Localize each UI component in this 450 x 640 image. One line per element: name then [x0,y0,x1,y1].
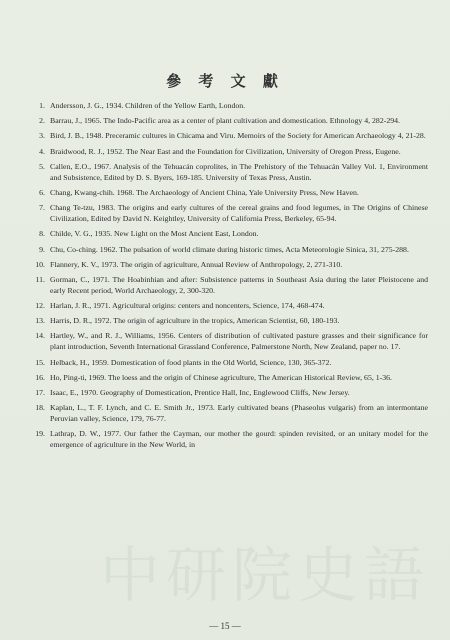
reference-item [30,402,428,424]
reference-number: 5. [39,161,45,171]
reference-item [30,259,428,270]
reference-item [30,187,428,198]
reference-item [30,300,428,311]
reference-number: 1. [39,101,45,110]
reference-item [30,357,428,368]
reference-text: Callen, E.O., 1967. Analysis of the Tehuacán coprolites, in The Prehistory of the Tehuacán Valley Vol. 1, Environment and Subsistence, Edited by D. S. Byers, 169-185. University of Texas Press, Austin. [50,161,428,182]
reference-text: Harlan, J. R., 1971. Agricultural origins: centers and noncenters, Science, 174, 468-474. [50,301,325,311]
reference-number: 2. [39,116,45,126]
reference-text: Ho, Ping-ti, 1969. The loess and the origin of Chinese agriculture, The American Historical Review, 65, 1-36. [50,372,392,382]
reference-item [30,372,428,383]
reference-item [30,228,428,239]
reference-number: 14. [35,331,45,341]
reference-text: Isaac, E., 1970. Geography of Domestication, Prentice Hall, Inc, Englewood Cliffs, New Jersey. [50,388,350,397]
reference-number: 6. [39,187,45,197]
reference-text: Barrau, J., 1965. The Indo-Pacific area as a center of plant cultivation and domestication. Ethnology 4, 282-294. [50,116,400,126]
reference-item [30,274,428,296]
reference-item [30,130,428,141]
reference-number: 12. [35,301,45,311]
reference-text: Kaplan, L., T. F. Lynch, and C. E. Smith Jr., 1973. Early cultivated beans (Phaseolus vulgaris) from an intermontane Peruvian valley, Science, 179, 76-77. [50,403,428,424]
reference-number: 17. [35,388,45,397]
reference-item [30,115,428,126]
reference-item [30,428,428,450]
reference-item [30,315,428,326]
reference-text: Harris, D. R., 1972. The origin of agriculture in the tropics, American Scientist, 60, 180-193. [50,316,340,326]
reference-item [30,330,428,352]
reference-text: Childe, V. G., 1935. New Light on the Most Ancient East, London. [50,229,259,239]
reference-text: Braidwood, R. J., 1952. The Near East and the Foundation for Civilization, University of Oregon Press, Eugene. [50,146,401,156]
reference-item [30,146,428,157]
reference-item [30,202,428,224]
reference-item [30,100,428,111]
reference-number: 15. [35,357,45,367]
reference-text: Lathrap, D. W., 1977. Our father the Cayman, our mother the gourd: spinden revisited, or an unitary model for the emergence of agriculture in the New World, in [50,429,428,450]
reference-text: Gorman, C., 1971. The Hoabinhian and after: Subsistence patterns in Southeast Asia during the later Pleistocene and early Recent period, World Archaeology, 2, 300-320. [50,274,428,295]
reference-number: 19. [35,429,45,439]
reference-text: Helback, H., 1959. Domestication of food plants in the Old World, Science, 130, 365-372. [50,357,332,367]
reference-text: Flannery, K. V., 1973. The origin of agriculture, Annual Review of Anthropology, 2, 271-310. [50,259,343,269]
watermark-seal: 中研院史語 [100,541,430,611]
reference-text: Bird, J. B., 1948. Preceramic cultures in Chicama and Viru. Memoirs of the Society for American Archaeology 4, 21-28. [50,131,426,141]
reference-number: 18. [35,403,45,413]
reference-number: 11. [35,274,45,284]
page-title: 參 考 文 獻 [166,72,284,90]
reference-text: Hartley, W., and R. J., Williams, 1956. Centers of distribution of cultivated pasture grasses and their significance for plant introduction, Seventh International Grassland Conference, Palmerstone North, New Zealand, paper no. 17. [50,331,428,352]
reference-number: 10. [35,259,45,269]
reference-list [30,100,428,455]
reference-text: Chu, Co-ching. 1962. The pulsation of world climate during historic times, Acta Meteorologie Sinica, 31, 275-288. [50,244,409,254]
reference-number: 8. [39,229,45,239]
reference-text: Chang Te-tzu, 1983. The origins and early cultures of the cereal grains and food legumes, in The Origins of Chinese Civilization, Edited by David N. Keightley, University of California Press, Berkeley, 65-94. [50,203,428,224]
reference-number: 9. [39,244,45,254]
reference-number: 3. [39,131,45,141]
reference-number: 4. [39,146,45,156]
reference-number: 13. [35,316,45,326]
page-number: — 15 — [209,621,241,631]
reference-item [30,387,428,398]
reference-text: Andersson, J. G., 1934. Children of the Yellow Earth, London. [50,101,246,110]
reference-item [30,244,428,255]
reference-number: 7. [39,203,45,213]
reference-text: Chang, Kwang-chih. 1968. The Archaeology of Ancient China, Yale University Press, New Haven. [50,187,359,197]
reference-number: 16. [35,372,45,382]
reference-item [30,161,428,183]
